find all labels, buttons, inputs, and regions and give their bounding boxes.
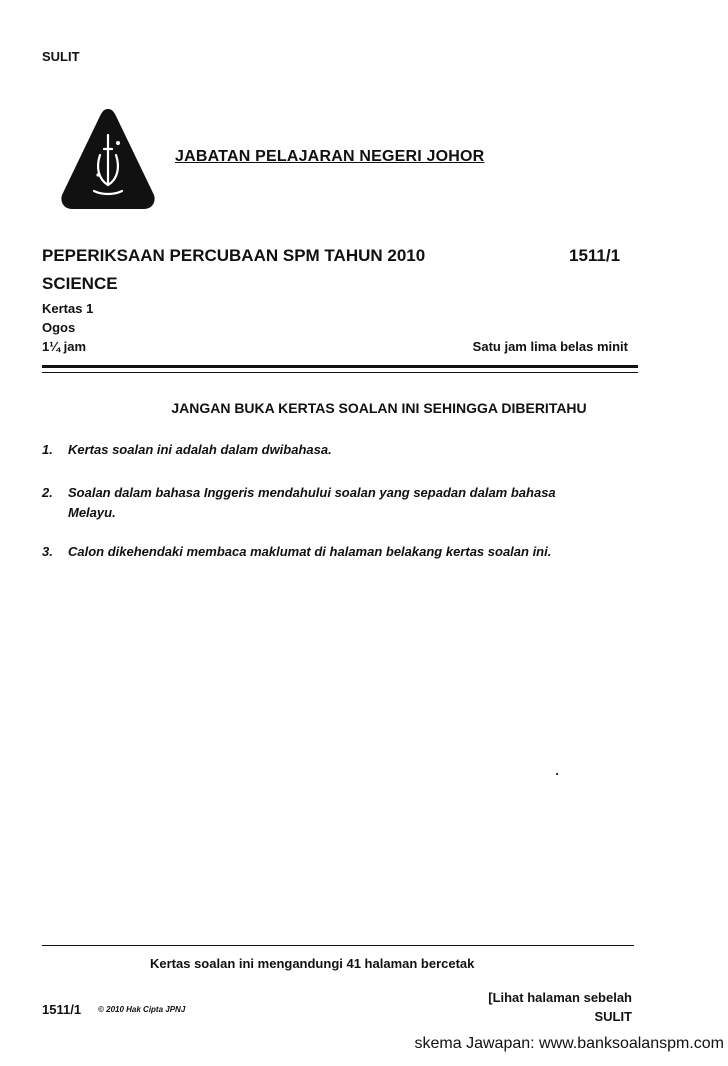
do-not-open-warning: JANGAN BUKA KERTAS SOALAN INI SEHINGGA DIBERITAHU	[171, 400, 587, 416]
exam-duration-words: Satu jam lima belas minit	[472, 339, 628, 354]
instruction-text-continued: Melayu.	[68, 505, 116, 520]
copyright-notice: © 2010 Hak Cipta JPNJ	[98, 1005, 186, 1014]
exam-month: Ogos	[42, 320, 76, 335]
classification-footer: SULIT	[594, 1009, 632, 1024]
instruction-number: 2.	[42, 485, 53, 500]
instruction-number: 1.	[42, 442, 53, 457]
source-watermark: skema Jawapan: www.banksoalanspm.com	[414, 1035, 724, 1052]
paper-code: 1511/1	[569, 246, 621, 265]
instruction-item	[42, 483, 642, 523]
instruction-number: 3.	[42, 544, 53, 559]
instruction-item	[42, 440, 642, 460]
classification-header: SULIT	[42, 49, 80, 64]
instruction-text: Calon dikehendaki membaca maklumat di halaman belakang kertas soalan ini.	[68, 544, 552, 559]
paper-number: Kertas 1	[42, 301, 94, 316]
turn-over-note: [Lihat halaman sebelah	[488, 990, 632, 1005]
page-count-note: Kertas soalan ini mengandungi 41 halaman bercetak	[150, 956, 475, 971]
instruction-item	[42, 542, 642, 562]
subject-name: SCIENCE	[42, 274, 118, 293]
agency-name: JABATAN PELAJARAN NEGERI JOHOR	[175, 148, 485, 165]
exam-title: PEPERIKSAAN PERCUBAAN SPM TAHUN 2010	[42, 246, 426, 265]
jpnj-logo	[58, 105, 158, 213]
footer-divider	[42, 945, 634, 946]
instruction-text: Soalan dalam bahasa Inggeris mendahului soalan yang sepadan dalam bahasa	[68, 485, 556, 500]
instruction-text: Kertas soalan ini adalah dalam dwibahasa.	[68, 442, 332, 457]
scan-speck	[556, 773, 558, 775]
exam-duration: 1¼ jam	[42, 339, 87, 354]
header-divider-thin	[42, 372, 638, 373]
footer-paper-code: 1511/1	[42, 1002, 82, 1017]
header-divider-thick	[42, 365, 638, 368]
